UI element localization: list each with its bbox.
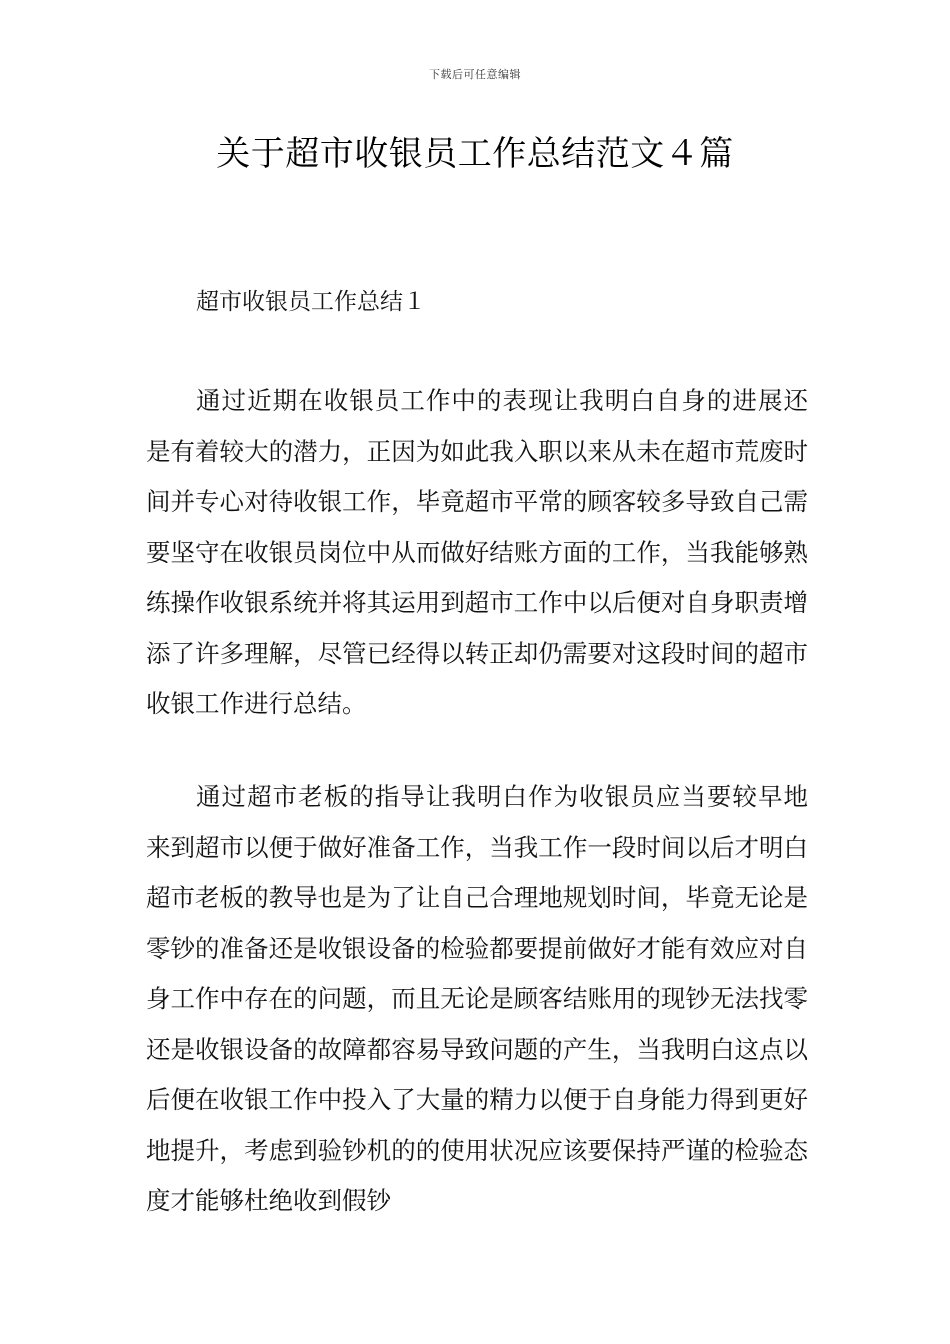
section-heading: 超市收银员工作总结１ — [196, 289, 426, 315]
header-note: 下载后可任意编辑 — [429, 68, 521, 81]
body-paragraph-2: 通过超市老板的指导让我明白作为收银员应当要较早地来到超市以便于做好准备工作，当我工作一段时间以后才明白超市老板的教导也是为了让自己合理地规划时间，毕竟无论是零钞的准备还是收银设备的检验都要提前做好才能有效应对自身工作中存在的问题，而且无论是顾客结账用的现钞无法找零还是收银设备的故障都容易导致问题的产生，当我明白这点以后便在收银工作中投入了大量的精力以便于自身能力得到更好地提升，考虑到验钞机的的使用状况应该要保持严谨的检验态度才能够杜绝收到假钞 — [146, 782, 808, 1215]
body-paragraph-1: 通过近期在收银员工作中的表现让我明白自身的进展还是有着较大的潜力，正因为如此我入职以来从未在超市荒废时间并专心对待收银工作，毕竟超市平常的顾客较多导致自己需要坚守在收银员岗位中从而做好结账方面的工作，当我能够熟练操作收银系统并将其运用到超市工作中以后便对自身职责增添了许多理解，尽管已经得以转正却仍需要对这段时间的超市收银工作进行总结。 — [146, 386, 808, 718]
document-title: 关于超市收银员工作总结范文４篇 — [216, 134, 734, 174]
